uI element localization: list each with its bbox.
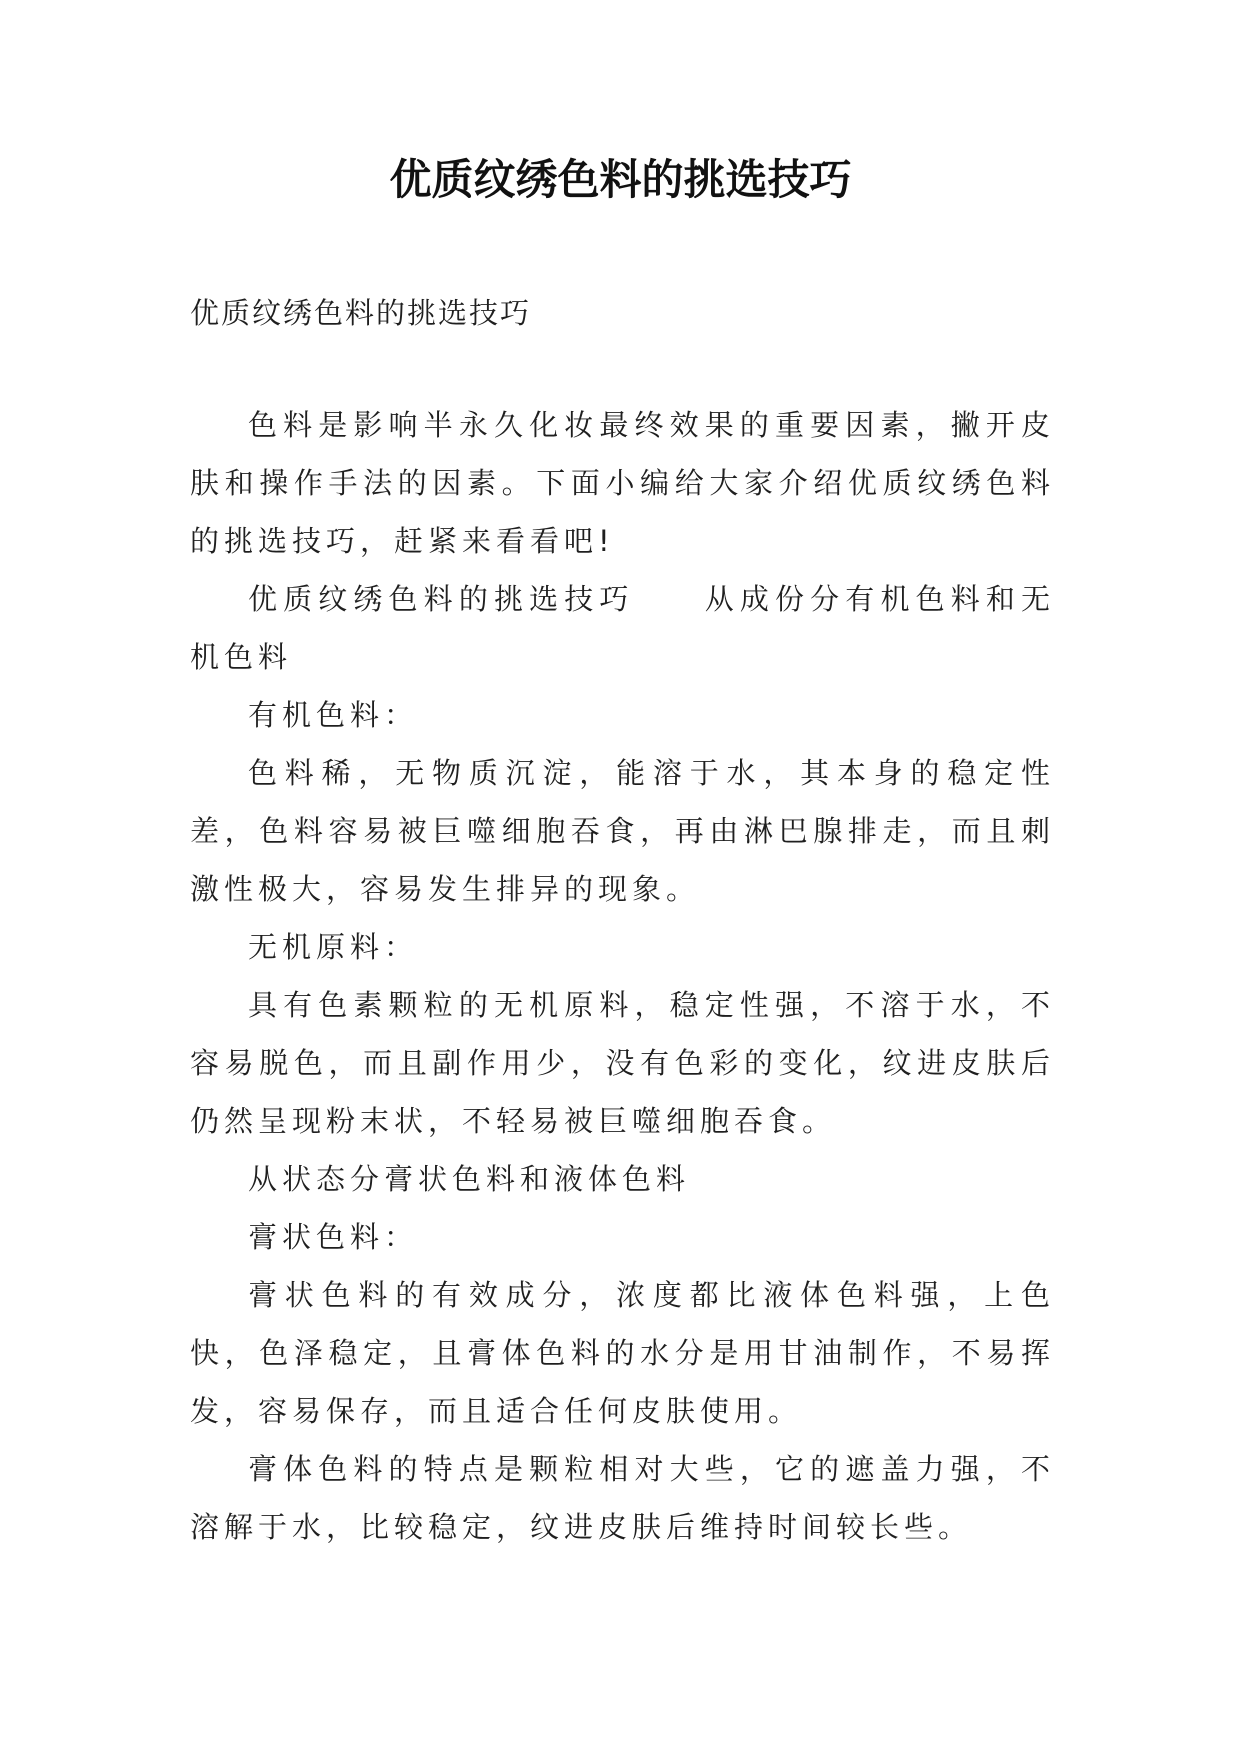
- document-body: [190, 284, 1055, 1556]
- document-subtitle: 优质纹绣色料的挑选技巧: [190, 296, 532, 330]
- paragraph-inorganic-desc: 具有色素颗粒的无机原料，稳定性强，不溶于水，不容易脱色，而且副作用少，没有色彩的变化，纹进皮肤后仍然呈现粉末状，不轻易被巨噬细胞吞食。: [190, 988, 1055, 1138]
- paragraph-paste-desc: 膏状色料的有效成分，浓度都比液体色料强，上色快，色泽稳定，且膏体色料的水分是用甘油制作，不易挥发，容易保存，而且适合任何皮肤使用。: [190, 1278, 1055, 1428]
- paragraph-inorganic-heading: 无机原料：: [248, 930, 419, 964]
- paragraph-state: 从状态分膏状色料和液体色料: [248, 1162, 691, 1196]
- paragraph-paste-heading: 膏状色料：: [248, 1220, 419, 1254]
- paragraph-organic-desc: 色料稀，无物质沉淀，能溶于水，其本身的稳定性差，色料容易被巨噬细胞吞食，再由淋巴腺排走，而且刺激性极大，容易发生排异的现象。: [190, 756, 1055, 906]
- paragraph-intro: 色料是影响半永久化妆最终效果的重要因素，撇开皮肤和操作手法的因素。下面小编给大家介绍优质纹绣色料的挑选技巧，赶紧来看看吧!: [190, 408, 1055, 558]
- document-title: 优质纹绣色料的挑选技巧: [389, 155, 852, 204]
- paragraph-organic-heading: 有机色料：: [248, 698, 419, 732]
- paragraph-composition: 优质纹绣色料的挑选技巧 从成份分有机色料和无机色料: [190, 582, 1055, 674]
- paragraph-paste-features: 膏体色料的特点是颗粒相对大些，它的遮盖力强，不溶解于水，比较稳定，纹进皮肤后维持时间较长些。: [190, 1452, 1055, 1544]
